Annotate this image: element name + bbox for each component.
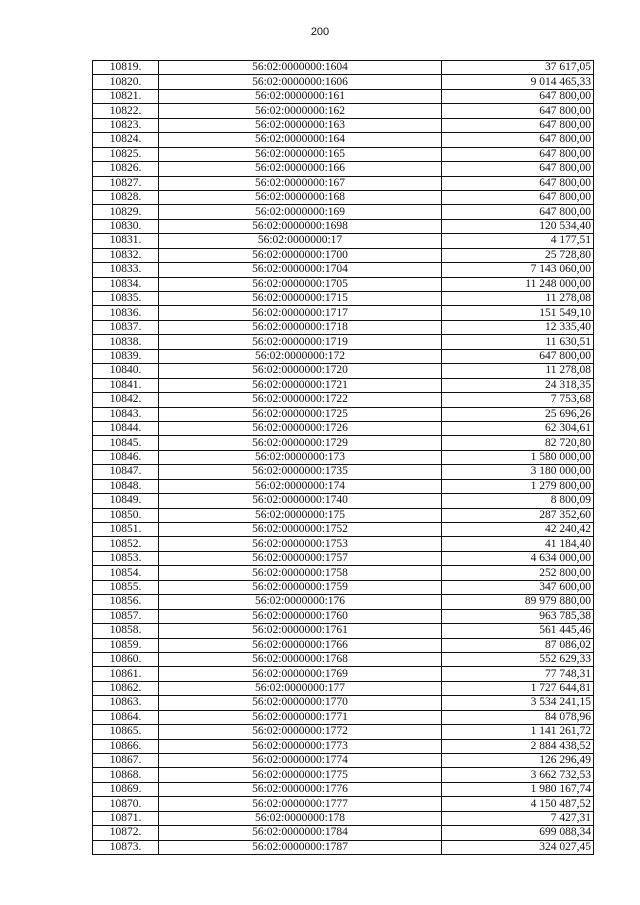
cadastral-number: 56:02:0000000:176	[159, 595, 442, 609]
cadastral-value: 647 800,00	[442, 147, 594, 161]
cadastral-number: 56:02:0000000:1726	[159, 421, 442, 435]
cadastral-value: 84 078,96	[442, 710, 594, 724]
cadastral-number: 56:02:0000000:1606	[159, 75, 442, 89]
row-number: 10846.	[93, 450, 159, 464]
cadastral-number: 56:02:0000000:1698	[159, 219, 442, 233]
cadastral-number: 56:02:0000000:1752	[159, 523, 442, 537]
table-row	[93, 378, 594, 392]
cadastral-number: 56:02:0000000:1761	[159, 624, 442, 638]
row-number: 10851.	[93, 523, 159, 537]
cadastral-number: 56:02:0000000:166	[159, 162, 442, 176]
table-row	[93, 609, 594, 623]
row-number: 10868.	[93, 768, 159, 782]
table-row	[93, 667, 594, 681]
cadastral-number: 56:02:0000000:177	[159, 681, 442, 695]
cadastral-number: 56:02:0000000:168	[159, 190, 442, 204]
row-number: 10850.	[93, 508, 159, 522]
cadastral-number: 56:02:0000000:1719	[159, 335, 442, 349]
cadastral-value: 1 727 644,81	[442, 681, 594, 695]
cadastral-value: 647 800,00	[442, 118, 594, 132]
cadastral-number: 56:02:0000000:1715	[159, 292, 442, 306]
cadastral-value: 3 534 241,15	[442, 696, 594, 710]
table-row	[93, 89, 594, 103]
row-number: 10864.	[93, 710, 159, 724]
cadastral-number: 56:02:0000000:1784	[159, 826, 442, 840]
table-row	[93, 710, 594, 724]
cadastral-number: 56:02:0000000:173	[159, 450, 442, 464]
row-number: 10830.	[93, 219, 159, 233]
table-row	[93, 436, 594, 450]
row-number: 10865.	[93, 725, 159, 739]
cadastral-value: 4 150 487,52	[442, 797, 594, 811]
cadastral-value: 324 027,45	[442, 840, 594, 854]
cadastral-value: 647 800,00	[442, 190, 594, 204]
table-row	[93, 681, 594, 695]
table-row	[93, 75, 594, 89]
cadastral-number: 56:02:0000000:1729	[159, 436, 442, 450]
table-row	[93, 739, 594, 753]
cadastral-value: 552 629,33	[442, 652, 594, 666]
cadastral-value: 126 296,49	[442, 754, 594, 768]
cadastral-number: 56:02:0000000:17	[159, 234, 442, 248]
cadastral-value: 1 279 800,00	[442, 479, 594, 493]
cadastral-number: 56:02:0000000:1721	[159, 378, 442, 392]
table-row	[93, 465, 594, 479]
cadastral-value: 647 800,00	[442, 205, 594, 219]
row-number: 10828.	[93, 190, 159, 204]
table-row	[93, 638, 594, 652]
cadastral-number: 56:02:0000000:1704	[159, 263, 442, 277]
table-row	[93, 393, 594, 407]
row-number: 10834.	[93, 277, 159, 291]
row-number: 10827.	[93, 176, 159, 190]
table-row	[93, 104, 594, 118]
table-row	[93, 306, 594, 320]
cadastral-number: 56:02:0000000:162	[159, 104, 442, 118]
cadastral-value: 82 720,80	[442, 436, 594, 450]
table-row	[93, 450, 594, 464]
cadastral-number: 56:02:0000000:1773	[159, 739, 442, 753]
row-number: 10843.	[93, 407, 159, 421]
table-body	[93, 61, 594, 855]
table-row	[93, 826, 594, 840]
row-number: 10869.	[93, 782, 159, 796]
table-row	[93, 364, 594, 378]
row-number: 10856.	[93, 595, 159, 609]
cadastral-value: 347 600,00	[442, 580, 594, 594]
cadastral-number: 56:02:0000000:1725	[159, 407, 442, 421]
cadastral-value: 7 143 060,00	[442, 263, 594, 277]
cadastral-number: 56:02:0000000:1770	[159, 696, 442, 710]
row-number: 10840.	[93, 364, 159, 378]
table-row	[93, 479, 594, 493]
table-row	[93, 696, 594, 710]
row-number: 10845.	[93, 436, 159, 450]
row-number: 10855.	[93, 580, 159, 594]
table-row	[93, 162, 594, 176]
cadastral-value: 1 141 261,72	[442, 725, 594, 739]
cadastral-number: 56:02:0000000:1705	[159, 277, 442, 291]
table-row	[93, 580, 594, 594]
table-row	[93, 320, 594, 334]
table-row	[93, 147, 594, 161]
cadastral-value: 3 180 000,00	[442, 465, 594, 479]
table-row	[93, 595, 594, 609]
cadastral-value: 151 549,10	[442, 306, 594, 320]
row-number: 10825.	[93, 147, 159, 161]
row-number: 10839.	[93, 349, 159, 363]
cadastral-value: 25 728,80	[442, 248, 594, 262]
table-row	[93, 219, 594, 233]
cadastral-value: 287 352,60	[442, 508, 594, 522]
row-number: 10836.	[93, 306, 159, 320]
cadastral-value: 963 785,38	[442, 609, 594, 623]
cadastral-number: 56:02:0000000:1722	[159, 393, 442, 407]
row-number: 10821.	[93, 89, 159, 103]
table-row	[93, 624, 594, 638]
row-number: 10842.	[93, 393, 159, 407]
cadastral-value: 647 800,00	[442, 104, 594, 118]
cadastral-number: 56:02:0000000:1772	[159, 725, 442, 739]
table-row	[93, 234, 594, 248]
row-number: 10837.	[93, 320, 159, 334]
cadastral-value-table	[92, 60, 594, 855]
cadastral-value: 647 800,00	[442, 89, 594, 103]
cadastral-value: 37 617,05	[442, 61, 594, 75]
row-number: 10838.	[93, 335, 159, 349]
table-row	[93, 248, 594, 262]
cadastral-number: 56:02:0000000:164	[159, 133, 442, 147]
cadastral-value: 4 177,51	[442, 234, 594, 248]
cadastral-value: 699 088,34	[442, 826, 594, 840]
cadastral-number: 56:02:0000000:169	[159, 205, 442, 219]
cadastral-value: 4 634 000,00	[442, 551, 594, 565]
row-number: 10857.	[93, 609, 159, 623]
cadastral-value: 1 580 000,00	[442, 450, 594, 464]
row-number: 10866.	[93, 739, 159, 753]
row-number: 10847.	[93, 465, 159, 479]
cadastral-value: 9 014 465,33	[442, 75, 594, 89]
row-number: 10824.	[93, 133, 159, 147]
table-row	[93, 133, 594, 147]
cadastral-value: 647 800,00	[442, 176, 594, 190]
table-row	[93, 725, 594, 739]
cadastral-number: 56:02:0000000:1775	[159, 768, 442, 782]
table-row	[93, 176, 594, 190]
cadastral-number: 56:02:0000000:1768	[159, 652, 442, 666]
table-row	[93, 811, 594, 825]
row-number: 10826.	[93, 162, 159, 176]
cadastral-number: 56:02:0000000:1759	[159, 580, 442, 594]
cadastral-number: 56:02:0000000:167	[159, 176, 442, 190]
cadastral-value: 11 248 000,00	[442, 277, 594, 291]
cadastral-value: 1 980 167,74	[442, 782, 594, 796]
table-row	[93, 508, 594, 522]
row-number: 10852.	[93, 537, 159, 551]
cadastral-number: 56:02:0000000:1718	[159, 320, 442, 334]
table-row	[93, 349, 594, 363]
cadastral-number: 56:02:0000000:1735	[159, 465, 442, 479]
row-number: 10859.	[93, 638, 159, 652]
cadastral-number: 56:02:0000000:1774	[159, 754, 442, 768]
row-number: 10819.	[93, 61, 159, 75]
row-number: 10832.	[93, 248, 159, 262]
cadastral-value: 24 318,35	[442, 378, 594, 392]
table-row	[93, 523, 594, 537]
table-row	[93, 190, 594, 204]
row-number: 10872.	[93, 826, 159, 840]
table-row	[93, 494, 594, 508]
row-number: 10860.	[93, 652, 159, 666]
table-row	[93, 407, 594, 421]
cadastral-number: 56:02:0000000:1760	[159, 609, 442, 623]
cadastral-number: 56:02:0000000:1771	[159, 710, 442, 724]
cadastral-value: 42 240,42	[442, 523, 594, 537]
cadastral-number: 56:02:0000000:1753	[159, 537, 442, 551]
cadastral-number: 56:02:0000000:175	[159, 508, 442, 522]
cadastral-number: 56:02:0000000:174	[159, 479, 442, 493]
table-row	[93, 292, 594, 306]
cadastral-value: 7 427,31	[442, 811, 594, 825]
row-number: 10849.	[93, 494, 159, 508]
cadastral-value: 252 800,00	[442, 566, 594, 580]
cadastral-value: 120 534,40	[442, 219, 594, 233]
cadastral-value: 8 800,09	[442, 494, 594, 508]
row-number: 10870.	[93, 797, 159, 811]
row-number: 10863.	[93, 696, 159, 710]
cadastral-number: 56:02:0000000:1720	[159, 364, 442, 378]
table-row	[93, 537, 594, 551]
cadastral-number: 56:02:0000000:1766	[159, 638, 442, 652]
cadastral-number: 56:02:0000000:161	[159, 89, 442, 103]
cadastral-number: 56:02:0000000:163	[159, 118, 442, 132]
table-row	[93, 335, 594, 349]
cadastral-number: 56:02:0000000:1758	[159, 566, 442, 580]
cadastral-value: 11 278,08	[442, 364, 594, 378]
cadastral-number: 56:02:0000000:1717	[159, 306, 442, 320]
cadastral-value: 3 662 732,53	[442, 768, 594, 782]
cadastral-value: 11 630,51	[442, 335, 594, 349]
table-row	[93, 566, 594, 580]
cadastral-value: 647 800,00	[442, 162, 594, 176]
row-number: 10861.	[93, 667, 159, 681]
cadastral-number: 56:02:0000000:178	[159, 811, 442, 825]
table-row	[93, 205, 594, 219]
cadastral-value: 62 304,61	[442, 421, 594, 435]
row-number: 10822.	[93, 104, 159, 118]
cadastral-value: 647 800,00	[442, 349, 594, 363]
row-number: 10835.	[93, 292, 159, 306]
table-row	[93, 263, 594, 277]
cadastral-value: 2 884 438,52	[442, 739, 594, 753]
row-number: 10862.	[93, 681, 159, 695]
cadastral-number: 56:02:0000000:1769	[159, 667, 442, 681]
cadastral-value: 647 800,00	[442, 133, 594, 147]
cadastral-value: 89 979 880,00	[442, 595, 594, 609]
row-number: 10867.	[93, 754, 159, 768]
cadastral-value: 12 335,40	[442, 320, 594, 334]
row-number: 10841.	[93, 378, 159, 392]
table-row	[93, 782, 594, 796]
cadastral-number: 56:02:0000000:1787	[159, 840, 442, 854]
cadastral-number: 56:02:0000000:1757	[159, 551, 442, 565]
row-number: 10829.	[93, 205, 159, 219]
cadastral-number: 56:02:0000000:172	[159, 349, 442, 363]
row-number: 10831.	[93, 234, 159, 248]
cadastral-number: 56:02:0000000:1700	[159, 248, 442, 262]
page-number: 200	[310, 26, 330, 38]
cadastral-number: 56:02:0000000:1604	[159, 61, 442, 75]
table-row	[93, 840, 594, 854]
table-row	[93, 61, 594, 75]
cadastral-value: 11 278,08	[442, 292, 594, 306]
table-row	[93, 118, 594, 132]
row-number: 10871.	[93, 811, 159, 825]
row-number: 10854.	[93, 566, 159, 580]
table-row	[93, 421, 594, 435]
table-row	[93, 277, 594, 291]
cadastral-value: 77 748,31	[442, 667, 594, 681]
row-number: 10844.	[93, 421, 159, 435]
row-number: 10820.	[93, 75, 159, 89]
cadastral-number: 56:02:0000000:1776	[159, 782, 442, 796]
cadastral-value: 561 445,46	[442, 624, 594, 638]
cadastral-number: 56:02:0000000:165	[159, 147, 442, 161]
cadastral-value: 25 696,26	[442, 407, 594, 421]
table-row	[93, 797, 594, 811]
table-row	[93, 652, 594, 666]
table-row	[93, 754, 594, 768]
row-number: 10853.	[93, 551, 159, 565]
row-number: 10873.	[93, 840, 159, 854]
cadastral-value: 7 753,68	[442, 393, 594, 407]
table-row	[93, 768, 594, 782]
row-number: 10823.	[93, 118, 159, 132]
cadastral-value: 41 184,40	[442, 537, 594, 551]
cadastral-number: 56:02:0000000:1740	[159, 494, 442, 508]
row-number: 10858.	[93, 624, 159, 638]
table-row	[93, 551, 594, 565]
row-number: 10833.	[93, 263, 159, 277]
cadastral-number: 56:02:0000000:1777	[159, 797, 442, 811]
row-number: 10848.	[93, 479, 159, 493]
cadastral-value: 87 086,02	[442, 638, 594, 652]
